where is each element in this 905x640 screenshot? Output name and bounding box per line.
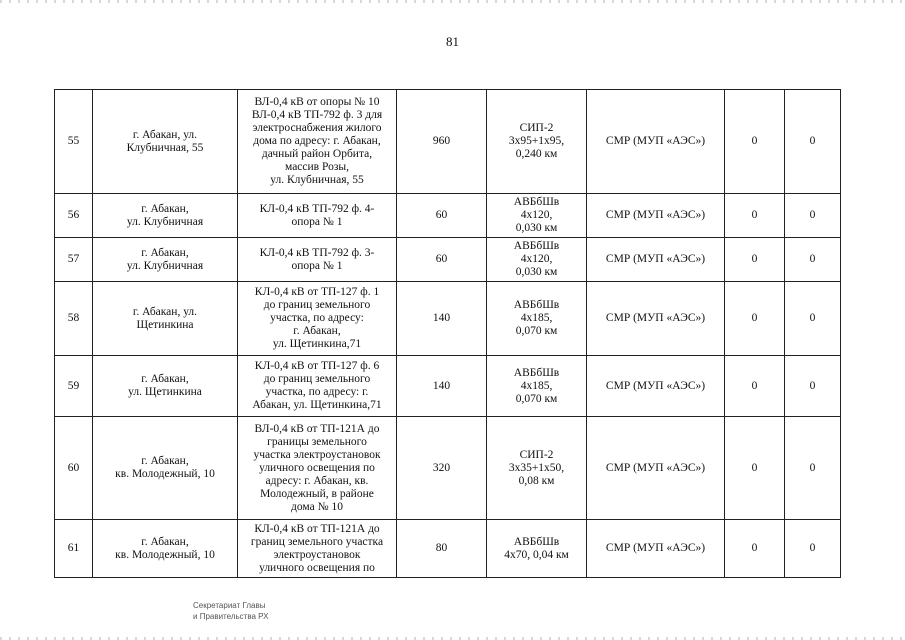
table-row [55, 417, 841, 520]
cable-cell: АВБбШв 4х185, 0,070 км [487, 282, 587, 356]
address-cell: г. Абакан, ул. Щетинкина [93, 282, 238, 356]
value-cell-1: 0 [725, 238, 785, 282]
row-number: 60 [55, 417, 93, 520]
length-cell: 60 [397, 194, 487, 238]
length-cell: 140 [397, 356, 487, 417]
table-row [55, 90, 841, 194]
cable-cell: АВБбШв 4х120, 0,030 км [487, 194, 587, 238]
cable-cell: АВБбШв 4х120, 0,030 км [487, 238, 587, 282]
table-row [55, 282, 841, 356]
work-cell: СМР (МУП «АЭС») [587, 356, 725, 417]
row-number: 55 [55, 90, 93, 194]
value-cell-1: 0 [725, 90, 785, 194]
address-cell: г. Абакан, ул. Клубничная, 55 [93, 90, 238, 194]
page-number: 81 [446, 34, 459, 49]
description-cell: КЛ-0,4 кВ от ТП-121А до границ земельного участка электроустановок уличного освещения по [238, 520, 397, 578]
cable-cell: АВБбШв 4х70, 0,04 км [487, 520, 587, 578]
data-table [54, 89, 841, 578]
row-number: 61 [55, 520, 93, 578]
row-number: 58 [55, 282, 93, 356]
description-cell: ВЛ-0,4 кВ от опоры № 10 ВЛ-0,4 кВ ТП-792 ф. 3 для электроснабжения жилого дома по адресу: г. Абакан, дачный район Орбита, массив Розы, ул. Клубничная, 55 [238, 90, 397, 194]
work-cell: СМР (МУП «АЭС») [587, 417, 725, 520]
length-cell: 80 [397, 520, 487, 578]
table-row [55, 194, 841, 238]
value-cell-2: 0 [785, 282, 841, 356]
address-cell: г. Абакан, ул. Щетинкина [93, 356, 238, 417]
row-number: 56 [55, 194, 93, 238]
value-cell-1: 0 [725, 417, 785, 520]
value-cell-1: 0 [725, 520, 785, 578]
work-cell: СМР (МУП «АЭС») [587, 90, 725, 194]
table-row [55, 356, 841, 417]
value-cell-2: 0 [785, 520, 841, 578]
description-cell: КЛ-0,4 кВ ТП-792 ф. 4- опора № 1 [238, 194, 397, 238]
cable-cell: АВБбШв 4х185, 0,070 км [487, 356, 587, 417]
address-cell: г. Абакан, ул. Клубничная [93, 194, 238, 238]
value-cell-2: 0 [785, 238, 841, 282]
address-cell: г. Абакан, кв. Молодежный, 10 [93, 417, 238, 520]
length-cell: 60 [397, 238, 487, 282]
length-cell: 140 [397, 282, 487, 356]
cable-cell: СИП-2 3х95+1х95, 0,240 км [487, 90, 587, 194]
table-row [55, 238, 841, 282]
value-cell-1: 0 [725, 356, 785, 417]
row-number: 59 [55, 356, 93, 417]
work-cell: СМР (МУП «АЭС») [587, 238, 725, 282]
cable-cell: СИП-2 3х35+1х50, 0,08 км [487, 417, 587, 520]
description-cell: ВЛ-0,4 кВ от ТП-121А до границы земельного участка электроустановок уличного освещения по адресу: г. Абакан, кв. Молодежный, в районе дома № 10 [238, 417, 397, 520]
scan-edge-top [0, 0, 905, 3]
value-cell-2: 0 [785, 194, 841, 238]
description-cell: КЛ-0,4 кВ от ТП-127 ф. 6 до границ земельного участка, по адресу: г. Абакан, ул. Щетинкина,71 [238, 356, 397, 417]
description-cell: КЛ-0,4 кВ ТП-792 ф. 3- опора № 1 [238, 238, 397, 282]
value-cell-1: 0 [725, 282, 785, 356]
value-cell-2: 0 [785, 417, 841, 520]
length-cell: 960 [397, 90, 487, 194]
value-cell-2: 0 [785, 356, 841, 417]
description-cell: КЛ-0,4 кВ от ТП-127 ф. 1 до границ земельного участка, по адресу: г. Абакан, ул. Щетинкина,71 [238, 282, 397, 356]
value-cell-2: 0 [785, 90, 841, 194]
row-number: 57 [55, 238, 93, 282]
address-cell: г. Абакан, кв. Молодежный, 10 [93, 520, 238, 578]
secretariat-stamp: Секретариат Главы и Правительства РХ [193, 601, 269, 621]
table-row [55, 520, 841, 578]
work-cell: СМР (МУП «АЭС») [587, 520, 725, 578]
work-cell: СМР (МУП «АЭС») [587, 194, 725, 238]
value-cell-1: 0 [725, 194, 785, 238]
work-cell: СМР (МУП «АЭС») [587, 282, 725, 356]
address-cell: г. Абакан, ул. Клубничная [93, 238, 238, 282]
length-cell: 320 [397, 417, 487, 520]
